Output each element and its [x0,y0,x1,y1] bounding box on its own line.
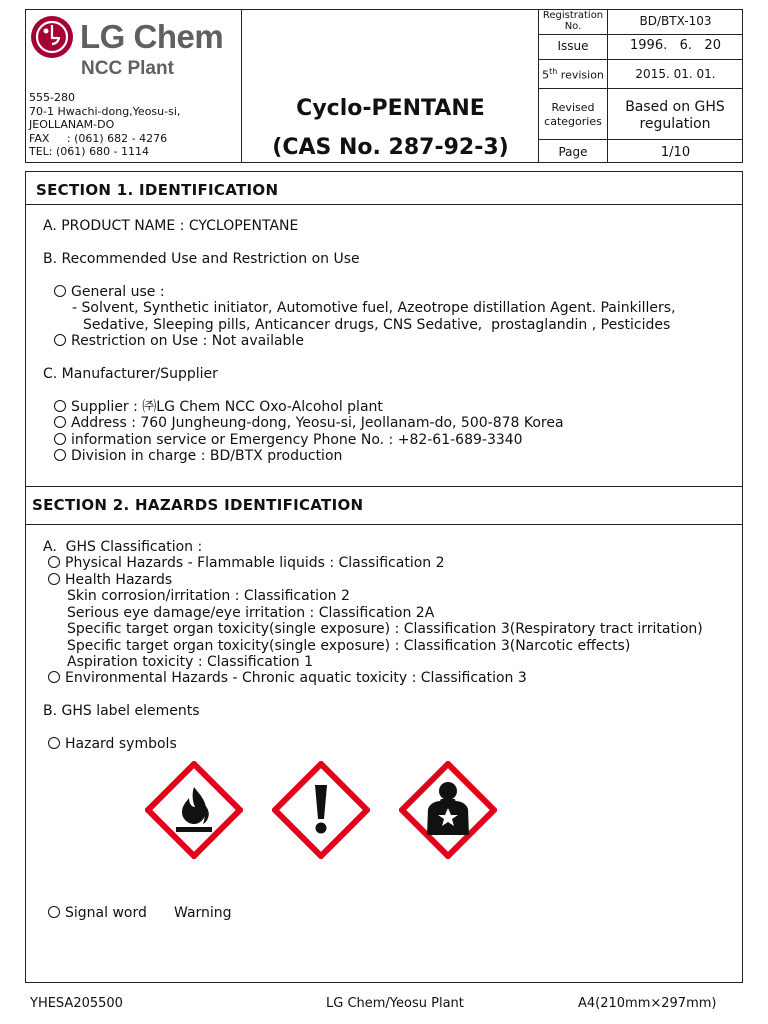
uses-line: Sedative, Sleeping pills, Anticancer drugs, CNS Sedative, prostaglandin , Pesticides [83,317,671,333]
bullet-circle-icon [48,737,60,749]
section1-title: SECTION 1. IDENTIFICATION [36,181,279,199]
general-use-item: General use : [54,284,165,301]
health-hazard-detail: Skin corrosion/irritation : Classification 2 [67,588,350,604]
signal-word-item: Signal word [48,905,147,922]
manufacturer-heading: C. Manufacturer/Supplier [43,366,218,382]
health-hazard-detail: Specific target organ toxicity(single exposure) : Classification 3(Narcotic effects) [67,638,631,654]
bullet-circle-icon [48,573,60,585]
address-line: 555-280 [29,91,75,104]
uses-line: - Solvent, Synthetic initiator, Automotive fuel, Azeotrope distillation Agent. Painkillers, [72,300,676,316]
company-logo-text: LG Chem [80,18,224,55]
bullet-circle-icon [54,433,66,445]
supplier-item: Supplier : ㈜LG Chem NCC Oxo-Alcohol plant [54,399,383,416]
footer-paper-size: A4(210mm×297mm) [578,996,717,1011]
footer-plant: LG Chem/Yeosu Plant [326,996,464,1011]
section2-title: SECTION 2. HAZARDS IDENTIFICATION [32,496,364,514]
division-item: Division in charge : BD/BTX production [54,448,342,465]
exclamation-pictogram-icon [272,761,370,859]
ghs-classification-heading: A. GHS Classification : [43,539,203,555]
footer-doc-code: YHESA205500 [30,996,123,1011]
revision-label: 5th revision [542,67,604,82]
health-hazard-pictogram-icon [399,761,497,859]
document-header [25,9,743,163]
revised-value: Based on GHS regulation [625,99,725,132]
issue-label: Issue [557,39,589,53]
address-line: JEOLLANAM-DO [29,118,115,131]
bullet-circle-icon [54,400,66,412]
product-name: A. PRODUCT NAME : CYCLOPENTANE [43,218,299,234]
revised-label: Revised categories [544,101,602,128]
recommended-use-heading: B. Recommended Use and Restriction on Use [43,251,360,267]
document-body [25,171,743,983]
registration-label: Registration No. [542,10,604,32]
health-hazard-detail: Serious eye damage/eye irritation : Classification 2A [67,605,435,621]
health-hazard-detail: Specific target organ toxicity(single exposure) : Classification 3(Respiratory tract irritation) [67,621,703,637]
tel-number: TEL: (061) 680 - 1114 [29,145,150,158]
issue-date: 1996. 6. 20 [630,38,721,53]
health-hazards-item: Health Hazards [48,572,172,589]
product-title: Cyclo-PENTANE [296,96,485,121]
phone-item: information service or Emergency Phone No. : +82-61-689-3340 [54,432,523,449]
bullet-circle-icon [48,671,60,683]
bullet-circle-icon [48,906,60,918]
lg-logo-icon [31,16,73,58]
page-number: 1/10 [660,145,691,160]
hazard-symbols-item: Hazard symbols [48,736,177,753]
page-label: Page [558,145,588,159]
fax-number: FAX : (061) 682 - 4276 [29,132,168,145]
revision-date: 2015. 01. 01. [635,67,716,81]
environmental-hazards-item: Environmental Hazards - Chronic aquatic toxicity : Classification 3 [48,670,527,687]
bullet-circle-icon [54,449,66,461]
bullet-circle-icon [48,556,60,568]
bullet-circle-icon [54,416,66,428]
bullet-circle-icon [54,334,66,346]
plant-name: NCC Plant [81,58,174,79]
address-item: Address : 760 Jungheung-dong, Yeosu-si, Jeollanam-do, 500-878 Korea [54,415,564,432]
signal-word-value: Warning [174,905,232,921]
bullet-circle-icon [54,285,66,297]
restriction-item: Restriction on Use : Not available [54,333,304,350]
physical-hazards-item: Physical Hazards - Flammable liquids : Classification 2 [48,555,445,572]
health-hazard-detail: Aspiration toxicity : Classification 1 [67,654,314,670]
address-line: 70-1 Hwachi-dong,Yeosu-si, [29,105,181,118]
label-elements-heading: B. GHS label elements [43,703,200,719]
cas-number: (CAS No. 287-92-3) [272,135,509,160]
registration-value: BD/BTX-103 [639,14,712,28]
flame-pictogram-icon [145,761,243,859]
